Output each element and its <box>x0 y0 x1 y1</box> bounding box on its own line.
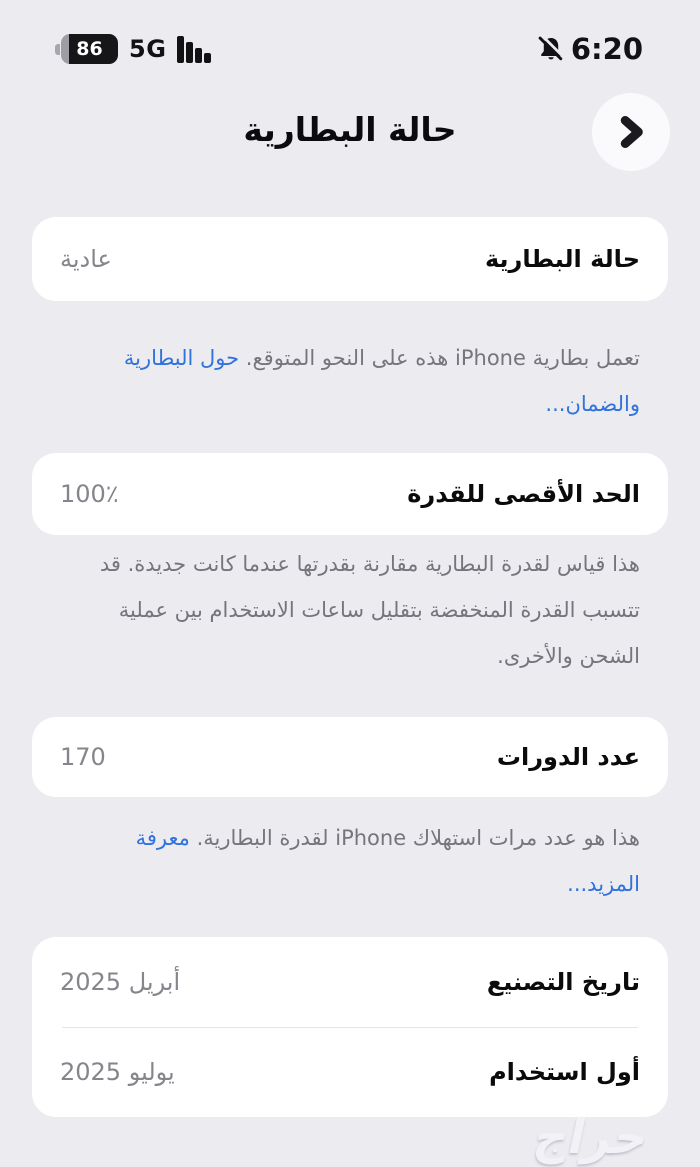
bell-slash-icon <box>536 34 566 64</box>
cellular-signal-bars-icon <box>177 36 211 63</box>
cycle-count-row <box>32 717 668 797</box>
settings-list <box>32 217 668 1117</box>
battery-health-card <box>32 217 668 301</box>
manufacture-date-row <box>32 937 668 1027</box>
cycle-count-footnote-text: هذا هو عدد مرات استهلاك iPhone لقدرة البطارية. <box>189 826 640 850</box>
network-type-label: 5G <box>129 35 167 63</box>
cycle-count-value: 170 <box>60 743 106 771</box>
battery-health-footnote-text: تعمل بطارية iPhone هذه على النحو المتوقع. <box>239 346 640 370</box>
status-bar-right-cluster <box>536 32 643 66</box>
max-capacity-value: 100٪ <box>60 480 119 508</box>
first-use-value: يوليو 2025 <box>60 1058 175 1087</box>
chevron-right-icon <box>610 111 652 153</box>
status-bar <box>0 26 700 72</box>
cycle-count-footnote <box>32 815 668 907</box>
battery-health-footnote <box>32 335 668 427</box>
manufacture-date-value: أبريل 2025 <box>60 967 181 996</box>
cycle-count-label: عدد الدورات <box>496 743 640 771</box>
max-capacity-label: الحد الأقصى للقدرة <box>407 480 640 508</box>
haraj-watermark: حراج <box>529 1110 654 1165</box>
page-title: حالة البطارية <box>243 110 457 149</box>
manufacture-date-label: تاريخ التصنيع <box>486 967 640 996</box>
battery-health-label: حالة البطارية <box>484 245 640 273</box>
max-capacity-card <box>32 453 668 535</box>
cycle-count-card <box>32 717 668 797</box>
battery-cap <box>55 44 60 55</box>
battery-percentage: 86 <box>76 38 103 60</box>
status-bar-left-cluster <box>55 34 211 64</box>
about-battery-warranty-link[interactable]: حول البطارية والضمان... <box>123 346 640 416</box>
max-capacity-footnote-text: هذا قياس لقدرة البطارية مقارنة بقدرتها عندما كانت جديدة. قد تتسبب القدرة المنخفضة بتقليل ساعات الاستخدام بين عملية الشحن والأخرى. <box>99 552 640 668</box>
battery-health-row <box>32 217 668 301</box>
max-capacity-footnote <box>32 541 668 679</box>
battery-health-value: عادية <box>60 245 112 273</box>
clock-time: 6:20 <box>570 32 643 66</box>
max-capacity-row <box>32 453 668 535</box>
back-button[interactable] <box>592 93 670 171</box>
battery-icon <box>55 34 118 64</box>
first-use-label: أول استخدام <box>489 1058 640 1087</box>
learn-more-link[interactable]: معرفة المزيد... <box>135 826 640 896</box>
dates-card <box>32 937 668 1117</box>
first-use-row <box>32 1028 668 1118</box>
